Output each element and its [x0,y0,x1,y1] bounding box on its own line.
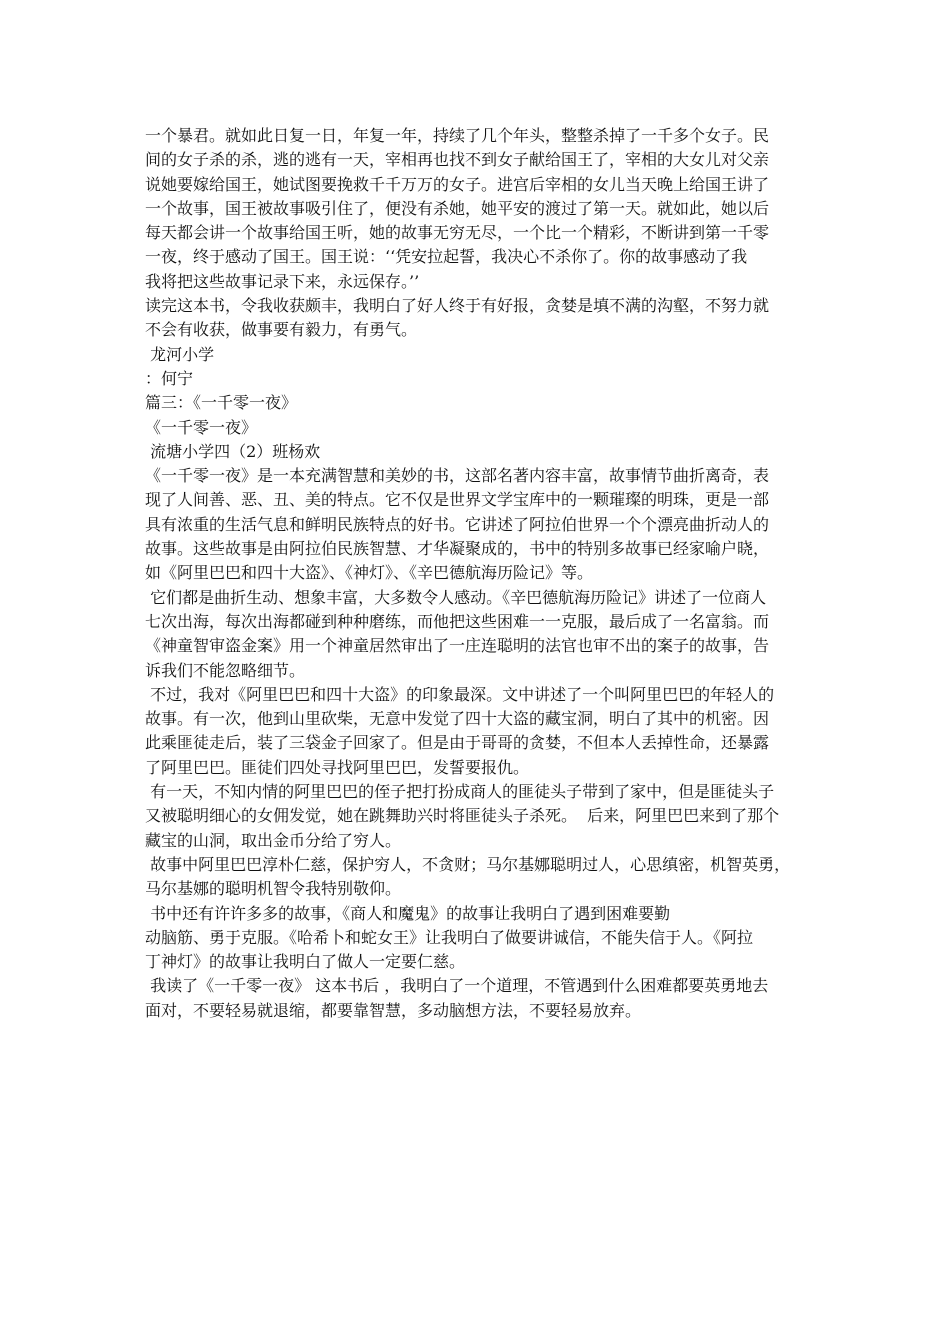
essay-author: 流塘小学四（2）班杨欢 [145,441,321,461]
text-line: 动脑筋、勇于克服。《哈希卜和蛇女王》让我明白了做要讲诚信，不能失信于人。《阿拉 [145,927,754,947]
text-line: 如《阿里巴巴和四十大盗》、《神灯》、《辛巴德航海历险记》等。 [145,563,594,583]
text-line: 读完这本书，令我收获颇丰，我明白了好人终于有好报，贪婪是填不满的沟壑，不努力就 [145,296,770,316]
text-line: 我读了《一千零一夜》 这本书后 ，我明白了一个道理，不管遇到什么困难都要英勇地去 [145,976,769,996]
text-line: 具有浓重的生活气息和鲜明民族特点的好书。它讲述了阿拉伯世界一个个漂亮曲折动人的 [145,514,770,534]
text-line: 不过，我对《阿里巴巴和四十大盗》的印象最深。文中讲述了一个叫阿里巴巴的年轻人的 [145,684,775,704]
text-line: 了阿里巴巴。匪徒们四处寻找阿里巴巴，发誓要报仇。 [145,757,530,777]
text-line: 不会有收获，做事要有毅力，有勇气。 [145,320,418,340]
document-body [145,124,825,1023]
text-line: 《神童智审盗金案》用一个神童居然审出了一庄连聪明的法官也审不出的案子的故事，告 [145,636,770,656]
text-line: 它们都是曲折生动、想象丰富，大多数令人感动。《辛巴德航海历险记》讲述了一位商人 [145,587,767,607]
text-line: 故事中阿里巴巴淳朴仁慈，保护穷人，不贪财；马尔基娜聪明过人，心思缜密，机智英勇， [145,854,791,874]
text-line: 此乘匪徒走后，装了三袋金子回家了。但是由于哥哥的贪婪，不但本人丢掉性命，还暴露 [145,733,770,753]
text-line: 一个暴君。就如此日复一日，年复一年，持续了几个年头，整整杀掉了一千多个女子。民 [145,126,770,145]
text-line: 面对，不要轻易就退缩，都要靠智慧，多动脑想方法，不要轻易放弃。 [145,1000,642,1020]
text-line: 书中还有许许多多的故事，《商人和魔鬼》的故事让我明白了遇到困难要勤 [145,903,671,923]
text-line: 又被聪明细心的女佣发觉，她在跳舞助兴时将匪徒头子杀死。 后来，阿里巴巴来到了那个 [145,806,780,826]
school-name: 龙河小学 [145,344,215,364]
text-line: 间的女子杀的杀，逃的逃有一天，宰相再也找不到女子献给国王了，宰相的大女儿对父亲 [145,150,770,170]
text-line: 《一千零一夜》是一本充满智慧和美妙的书，这部名著内容丰富，故事情节曲折离奇，表 [145,466,770,486]
text-line: 每天都会讲一个故事给国王听，她的故事无穷无尽，一个比一个精彩，不断讲到第一千零 [145,223,770,243]
text-line: 现了人间善、恶、丑、美的特点。它不仅是世界文学宝库中的一颗璀璨的明珠，更是一部 [145,490,770,510]
essay-title: 《一千零一夜》 [145,417,258,437]
text-line: 藏宝的山洞，取出金币分给了穷人。 [145,830,402,850]
text-line: 故事。有一次，他到山里砍柴，无意中发觉了四十大盗的藏宝洞，明白了其中的机密。因 [145,709,770,729]
text-line: 七次出海，每次出海都碰到种种磨练，而他把这些困难一一克服，最后成了一名富翁。而 [145,611,770,631]
text-line: 一夜，终于感动了国王。国王说：‘‘凭安拉起誓，我决心不杀你了。你的故事感动了我 [145,247,748,267]
text-line: 故事。这些故事是由阿拉伯民族智慧、才华凝聚成的，书中的特别多故事已经家喻户晓， [145,539,770,559]
text-line: 我将把这些故事记录下来，永远保存。’’ [145,271,420,291]
text-line: 一个故事，国王被故事吸引住了，便没有杀她，她平安的渡过了第一天。就如此，她以后 [145,198,770,218]
text-line: 马尔基娜的聪明机智令我特别敬仰。 [145,879,402,899]
author-name: ：何宁 [145,368,194,388]
text-line: 丁神灯》的故事让我明白了做人一定要仁慈。 [145,952,466,972]
text-line: 说她要嫁给国王，她试图要挽救千千万万的女子。进宫后宰相的女儿当天晚上给国王讲了 [145,174,770,194]
text-line: 诉我们不能忽略细节。 [145,660,306,680]
text-line: 有一天，不知内情的阿里巴巴的侄子把打扮成商人的匪徒头子带到了家中，但是匪徒头子 [145,782,775,802]
section-heading: 篇三：《一千零一夜》 [145,393,298,413]
